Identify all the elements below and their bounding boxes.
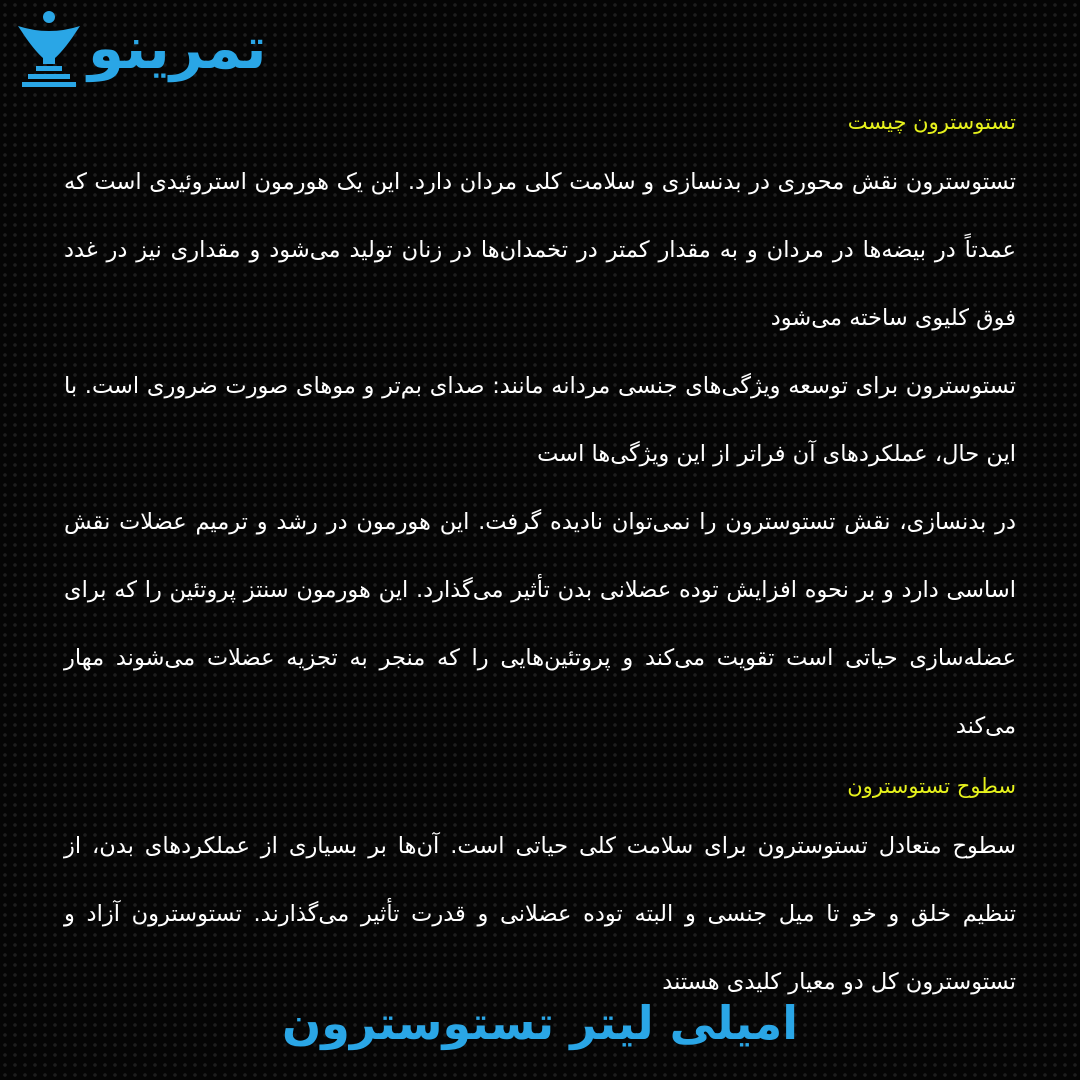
trophy-icon (14, 8, 84, 88)
paragraph: تستوسترون نقش محوری در بدنسازی و سلامت کلی مردان دارد. این یک هورمون استروئیدی است که عمدتاً در بیضه‌ها در مردان و به مقدار کمتر در تخمدان‌ها در زنان تولید می‌شود و مقداری نیز در غدد فوق کلیوی ساخته می‌شود (64, 169, 1016, 331)
brand-logo (14, 8, 267, 88)
section-heading: سطوح تستوسترون (847, 774, 1016, 798)
paragraph: سطوح متعادل تستوسترون برای سلامت کلی حیاتی است. آن‌ها بر بسیاری از عملکردهای بدن، از تنظیم خلق و خو تا میل جنسی و البته توده عضلانی و قدرت تأثیر می‌گذارند. تستوسترون آزاد و تستوسترون کل دو معیار کلیدی هستند (64, 833, 1016, 995)
article-body (64, 96, 1016, 1016)
paragraph: تستوسترون برای توسعه ویژگی‌های جنسی مردانه مانند: صدای بم‌تر و موهای صورت ضروری است. با این حال، عملکردهای آن فراتر از این ویژگی‌ها است (64, 373, 1016, 467)
section-heading: تستوسترون چیست (847, 110, 1016, 134)
paragraph: در بدنسازی، نقش تستوسترون را نمی‌توان نادیده گرفت. این هورمون در رشد و ترمیم عضلات نقش اساسی دارد و بر نحوه افزایش توده عضلانی بدن تأثیر می‌گذارد. این هورمون سنتز پروتئین را که برای عضله‌سازی حیاتی است تقویت می‌کند و پروتئین‌هایی را که منجر به تجزیه عضلات می‌شوند مهار می‌کند (64, 509, 1016, 739)
footer-title: امیلی لیتر تستوسترون (282, 996, 798, 1050)
brand-name: تمرینو (88, 14, 267, 82)
